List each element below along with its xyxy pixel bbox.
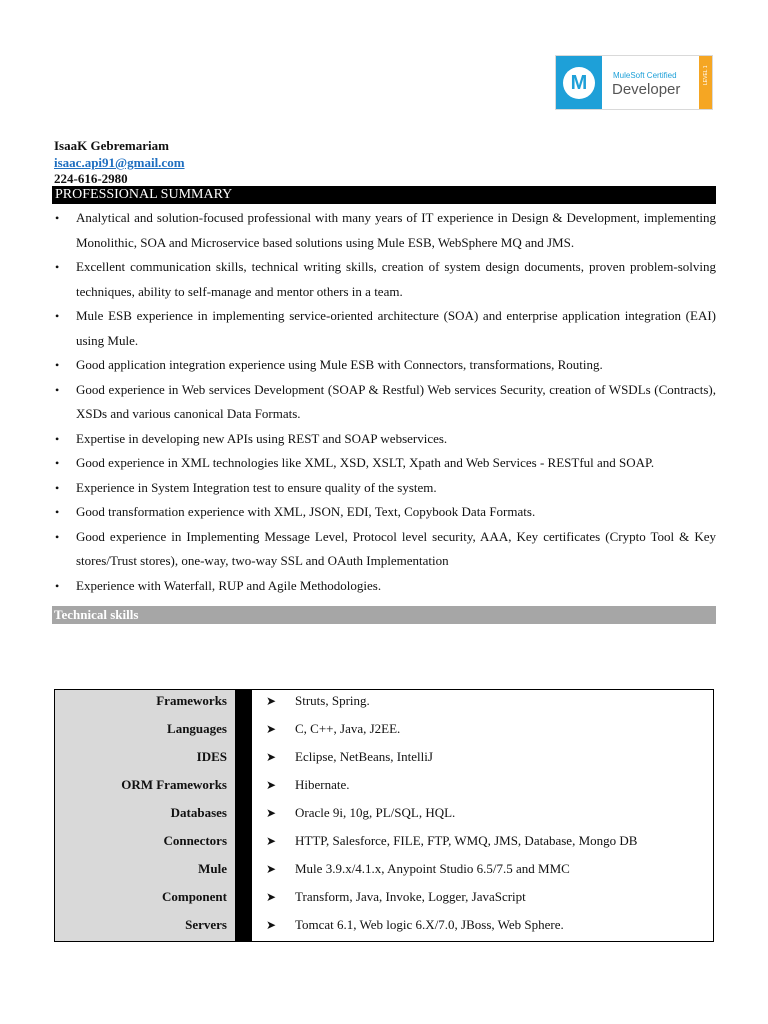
mulesoft-certified-badge	[555, 55, 713, 110]
skill-category: ORM Frameworks	[121, 777, 227, 792]
skill-category: Languages	[167, 721, 227, 736]
skill-category: Component	[161, 889, 227, 904]
skill-row	[55, 916, 713, 944]
skill-values: Struts, Spring.	[295, 693, 370, 708]
skill-row	[55, 776, 713, 804]
summary-item: • Experience in System Integration test to ensure quality of the system.	[52, 476, 716, 501]
skill-row	[55, 720, 713, 748]
skill-category: IDES	[196, 749, 227, 764]
summary-item: • Excellent communication skills, technical writing skills, creation of system design documents, proven problem-solving techniques, ability to self-manage and mentor others in a team.	[52, 255, 716, 304]
arrow-right-icon: ➤	[266, 806, 277, 820]
summary-item: • Good experience in Implementing Message Level, Protocol level security, AAA, Key certificates (Crypto Tool & Key stores/Trust stores), one-way, two-way SSL and OAuth Implementation	[52, 525, 716, 574]
badge-level-stripe	[699, 56, 712, 109]
arrow-right-icon: ➤	[266, 722, 277, 736]
arrow-right-icon: ➤	[266, 778, 277, 792]
skill-row	[55, 832, 713, 860]
summary-item: • Analytical and solution-focused professional with many years of IT experience in Design & Development, implementing Monolithic, SOA and Microservice based solutions using Mule ESB, WebSphere MQ and JMS.	[52, 206, 716, 255]
candidate-name: IsaaK Gebremariam	[54, 138, 169, 153]
skill-row	[55, 888, 713, 916]
skill-values: C, C++, Java, J2EE.	[295, 721, 401, 736]
arrow-right-icon: ➤	[266, 694, 277, 708]
badge-certified-text: MuleSoft Certified	[613, 71, 677, 80]
skill-category: Connectors	[163, 833, 227, 848]
skill-row	[55, 860, 713, 888]
skill-values: HTTP, Salesforce, FILE, FTP, WMQ, JMS, Database, Mongo DB	[295, 833, 638, 848]
skill-category: Databases	[170, 805, 227, 820]
summary-item: • Mule ESB experience in implementing service-oriented architecture (SOA) and enterprise application integration (EAI) using Mule.	[52, 304, 716, 353]
skill-row	[55, 692, 713, 720]
summary-list	[52, 206, 716, 598]
skill-category: Servers	[185, 917, 227, 932]
badge-developer-text: Developer	[612, 81, 681, 98]
professional-summary-heading: PROFESSIONAL SUMMARY	[52, 186, 716, 204]
skill-values: Oracle 9i, 10g, PL/SQL, HQL.	[295, 805, 456, 820]
arrow-right-icon: ➤	[266, 918, 277, 932]
skill-values: Eclipse, NetBeans, IntelliJ	[295, 749, 433, 764]
phone-number: 224-616-2980	[54, 171, 128, 186]
arrow-right-icon: ➤	[266, 890, 277, 904]
skill-row	[55, 804, 713, 832]
skill-row	[55, 748, 713, 776]
technical-skills-heading: Technical skills	[52, 606, 716, 624]
skill-values: Mule 3.9.x/4.1.x, Anypoint Studio 6.5/7.5 and MMC	[295, 861, 570, 876]
summary-item: • Expertise in developing new APIs using REST and SOAP webservices.	[52, 427, 716, 452]
email-link[interactable]: isaac.api91@gmail.com	[54, 155, 185, 170]
mulesoft-logo-icon: M	[563, 67, 595, 99]
skill-values: Hibernate.	[295, 777, 350, 792]
arrow-right-icon: ➤	[266, 750, 277, 764]
technical-skills-table	[54, 689, 714, 942]
skill-category: Frameworks	[156, 693, 227, 708]
arrow-right-icon: ➤	[266, 834, 277, 848]
summary-item: • Good experience in XML technologies like XML, XSD, XSLT, Xpath and Web Services - RESTful and SOAP.	[52, 451, 716, 476]
summary-item: • Good transformation experience with XML, JSON, EDI, Text, Copybook Data Formats.	[52, 500, 716, 525]
arrow-right-icon: ➤	[266, 862, 277, 876]
badge-logo-panel	[556, 56, 602, 109]
skill-category: Mule	[198, 861, 227, 876]
badge-level-text: LEVEL 1	[703, 65, 709, 85]
summary-item: • Good application integration experience using Mule ESB with Connectors, transformations, Routing.	[52, 353, 716, 378]
skill-values: Transform, Java, Invoke, Logger, JavaScript	[295, 889, 526, 904]
summary-item: • Good experience in Web services Development (SOAP & Restful) Web services Security, creation of WSDLs (Contracts), XSDs and various canonical Data Formats.	[52, 378, 716, 427]
skill-values: Tomcat 6.1, Web logic 6.X/7.0, JBoss, Web Sphere.	[295, 917, 564, 932]
summary-item: • Experience with Waterfall, RUP and Agile Methodologies.	[52, 574, 716, 599]
